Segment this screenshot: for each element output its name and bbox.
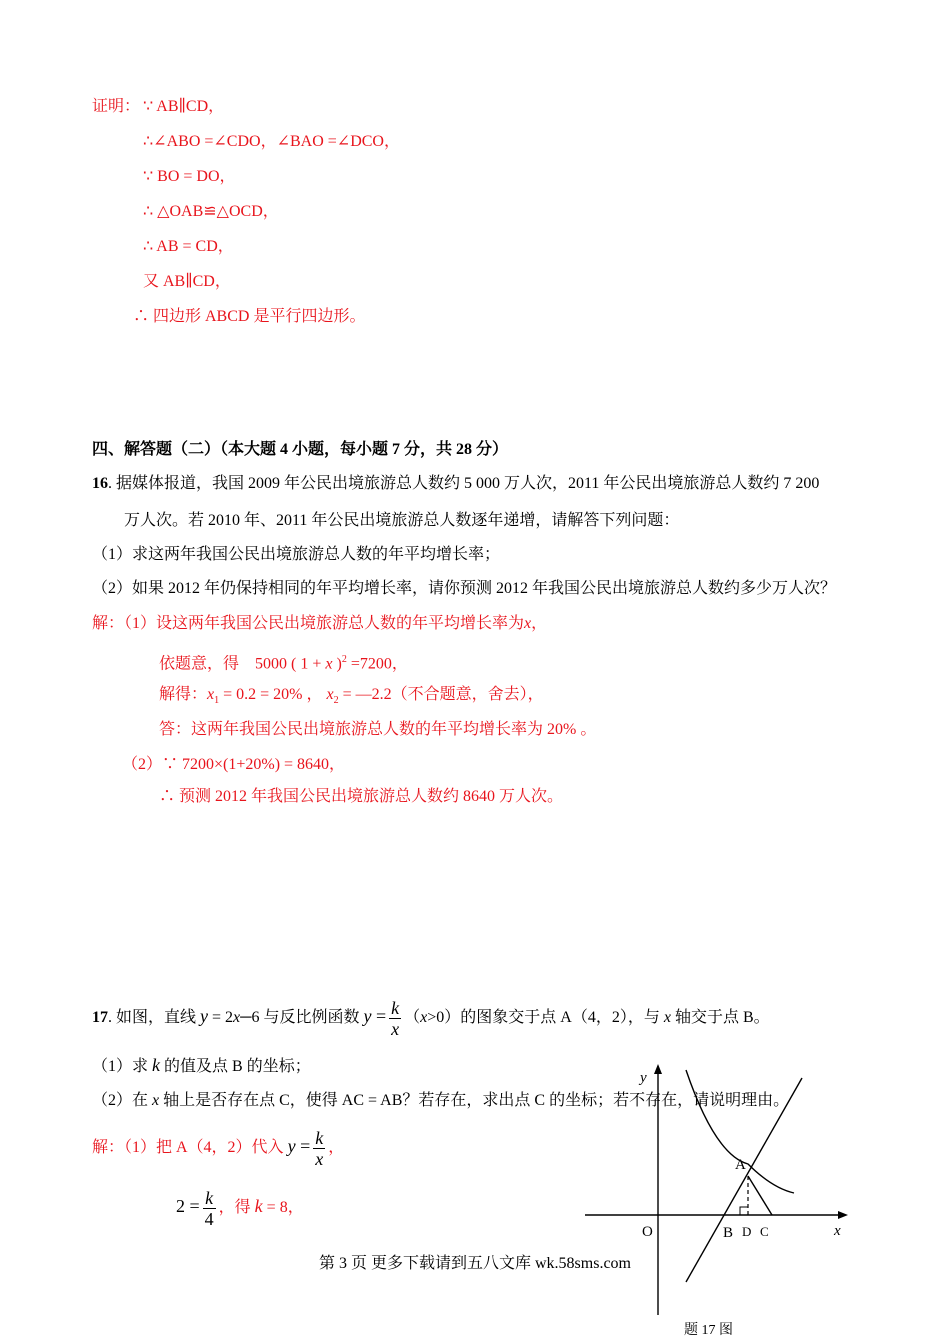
q17-stem-eq: = [371,1006,387,1026]
q16-answer: 答：这两年我国公民出境旅游总人数的年平均增长率为 20% 。 [159,721,597,738]
q17-l2-fraction [203,1188,216,1229]
page-footer: 第 3 页 更多下载请到五八文库 wk.58sms.com [318,1255,631,1272]
figure-label-x: x [834,1223,841,1239]
q17-l2-k: k [254,1196,263,1216]
q17-part-1 [92,1055,311,1077]
q17-solution-line2 [176,1186,304,1229]
q16-roots [159,685,544,711]
q16-x1-sub: 1 [214,695,220,707]
q16-part2-line1: （2）∵ 7200×(1+20%) = 8640， [122,756,346,773]
q17-stem-x3: x [663,1009,671,1026]
q16-roots-prefix: 解得： [159,686,208,703]
q17-l2-b: ，得 [218,1199,255,1216]
q17-stem-d: （ [404,1009,421,1026]
q16-eq-b: ) [332,655,342,673]
figure-label-b: B [723,1225,734,1241]
proof-label: 证明： [92,98,141,115]
q17-frac-num: k [391,997,400,1018]
proof-line-3: ∵ BO = DO， [143,168,236,185]
x-axis-arrow [838,1211,848,1219]
q17-figure [580,1060,860,1320]
section-heading: 四、解答题（二）（本大题 4 小题，每小题 7 分，共 28 分） [92,441,509,458]
q17-stem-b: = 2 [208,1009,234,1026]
q17-stem-y2: y [363,1006,372,1026]
q16-x2-value: = —2.2（不合题意，舍去）， [338,686,544,703]
proof-line-7: ∴ 四边形 ABCD 是平行四边形。 [133,308,366,325]
figure-caption: 题 17 图 [684,1323,733,1338]
proof-line-1: ∵ AB∥CD， [143,98,225,115]
q17-l2-den: 4 [204,1208,214,1229]
figure-label-a: A [735,1157,746,1173]
figure-label-y: y [640,1070,647,1086]
q16-variable: x [524,615,532,632]
q16-solution-end: ， [531,615,548,632]
q16-eq-x: x [325,655,333,673]
q17-sol-fraction [313,1128,325,1169]
proof-line-2: ∴∠ABO =∠CDO，∠BAO =∠DCO， [143,133,400,150]
q16-part-1: （1）求这两年我国公民出境旅游总人数的年平均增长率； [92,546,501,563]
q16-x2: x [326,686,334,703]
q17-solution-line1 [92,1126,344,1169]
q17-stem-y: y [200,1006,209,1026]
q17-l2-num: k [203,1188,216,1209]
q16-eq-exponent: 2 [341,654,347,665]
q16-eq-c: =7200， [346,655,408,673]
q17-sol-a: 解：（1）把 A（4，2）代入 [92,1139,288,1156]
q16-stem-text: . 据媒体报道，我国 2009 年公民出境旅游总人数约 5 000 万人次，2011 年公民出境旅游总人数约 7 200 [108,475,820,492]
q16-x1: x [207,686,215,703]
proof-line-6: 又 AB∥CD， [143,273,231,290]
q17-p2-x: x [152,1092,160,1109]
q16-part2-line2: ∴ 预测 2012 年我国公民出境旅游总人数约 8640 万人次。 [159,788,564,805]
q16-stem-2: 万人次。若 2010 年、2011 年公民出境旅游总人数逐年递增，请解答下列问题： [124,512,680,529]
q16-solution-text: 解：（1）设这两年我国公民出境旅游总人数的年平均增长率为 [92,615,525,632]
q16-eq-a: 5000 ( 1 + [255,655,326,673]
q17-frac-den: x [391,1018,400,1039]
q17-p1-a: （1）求 [92,1058,153,1075]
q16-x2-sub: 2 [333,695,339,707]
q17-stem-f: 轴交于点 B。 [670,1009,770,1026]
q17-p1-b: 的值及点 B 的坐标； [160,1058,311,1075]
q16-equation [159,650,408,674]
q17-stem-x2: x [420,1009,428,1026]
q17-stem-e: >0）的图象交于点 A（4，2），与 [427,1009,664,1026]
right-angle-mark [740,1207,748,1215]
q17-stem-x: x [233,1009,241,1026]
q17-stem-a: . 如图，直线 [108,1009,201,1026]
proof-line-4: ∴ △OAB≌△OCD， [143,203,279,220]
q17-p2-a: （2）在 [92,1092,153,1109]
proof-line-5: ∴ AB = CD， [143,238,234,255]
q17-sol-end: ， [328,1139,345,1156]
y-axis-arrow [654,1064,662,1074]
q16-number: 16 [92,475,108,492]
q17-p1-k: k [152,1055,161,1075]
q17-sol-eq: = [295,1136,311,1156]
q17-stem [92,996,770,1039]
q16-stem-1 [92,474,819,494]
q16-part-2: （2）如果 2012 年仍保持相同的年平均增长率，请你预测 2012 年我国公民出境旅游总人数约多少万人次？ [92,580,837,597]
q17-number: 17 [92,1009,108,1026]
figure-label-d: D [742,1224,752,1239]
q16-x1-value: = 0.2 = 20% ， [219,686,327,703]
q16-solution-setup [92,614,547,634]
q17-sol-y: y [287,1136,296,1156]
q17-fraction [389,998,401,1039]
q17-p2-b: 轴上是否存在点 C，使得 AC = AB？若存在，求出点 C 的坐标；若不存在，请说明理由。 [159,1092,790,1109]
q16-eq-prefix: 依题意，得 [159,655,240,673]
hyperbola-curve [686,1070,794,1193]
q17-sol-num: k [315,1127,324,1148]
q17-l2-c: = 8， [262,1199,304,1216]
figure-label-o: O [642,1224,653,1240]
q17-l2-a: 2 = [176,1196,200,1216]
q17-sol-den: x [315,1148,324,1169]
figure-label-c: C [760,1224,769,1239]
q17-stem-c: ─6 与反比例函数 [240,1009,364,1026]
